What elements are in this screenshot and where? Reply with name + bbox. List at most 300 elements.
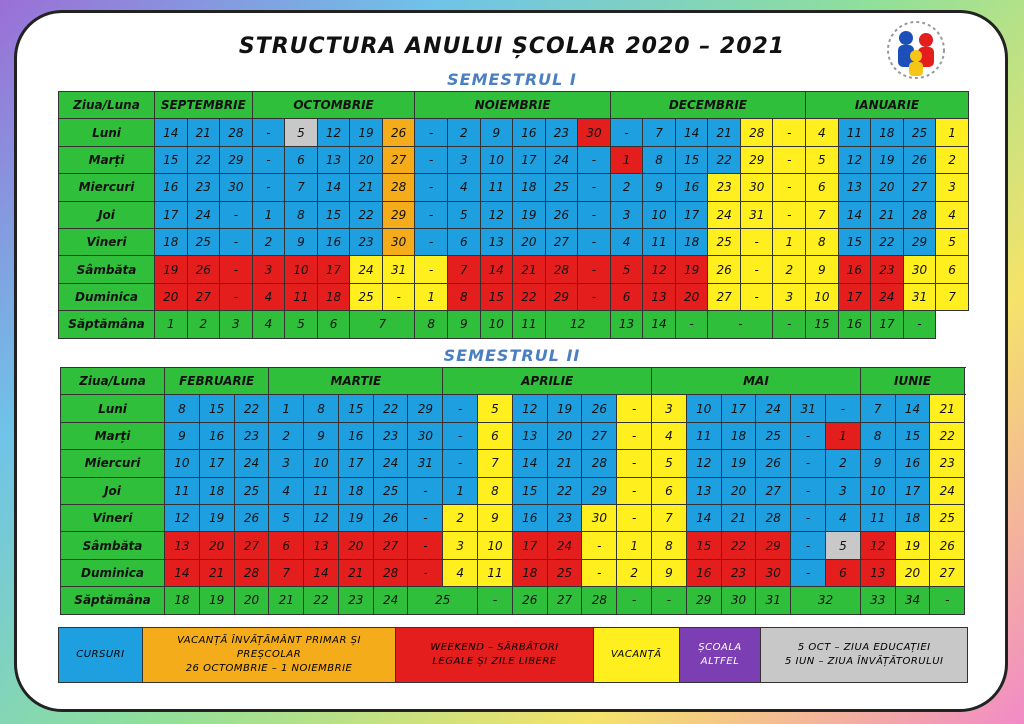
- date-cell: 10: [304, 450, 339, 477]
- day-label: Vineri: [59, 228, 155, 255]
- week-number: 13: [610, 311, 643, 338]
- date-cell: 17: [895, 477, 930, 504]
- month-header-row: [59, 92, 969, 119]
- day-label: Duminica: [61, 559, 165, 586]
- date-cell: 26: [903, 146, 936, 173]
- date-cell: 24: [545, 146, 578, 173]
- date-cell: 12: [317, 119, 350, 146]
- date-cell: 19: [350, 119, 383, 146]
- date-cell: -: [415, 201, 448, 228]
- date-cell: 12: [686, 450, 721, 477]
- date-cell: 6: [610, 283, 643, 310]
- date-cell: 4: [447, 174, 480, 201]
- date-cell: 10: [806, 283, 839, 310]
- date-cell: -: [382, 283, 415, 310]
- date-cell: 16: [317, 228, 350, 255]
- date-cell: 23: [871, 256, 904, 283]
- date-cell: 4: [610, 228, 643, 255]
- date-cell: 22: [871, 228, 904, 255]
- legend-text: VACANȚĂ ÎNVĂȚĂMÂNT PRIMAR ȘI: [177, 635, 361, 646]
- date-cell: 13: [643, 283, 676, 310]
- legend-text: WEEKEND – SĂRBĂTORI: [430, 642, 559, 653]
- date-cell: 13: [686, 477, 721, 504]
- date-cell: 17: [512, 532, 547, 559]
- day-row: [59, 146, 969, 173]
- date-cell: 1: [825, 422, 860, 449]
- date-cell: -: [791, 422, 826, 449]
- date-cell: 7: [643, 119, 676, 146]
- date-cell: 24: [234, 450, 269, 477]
- date-cell: 2: [773, 256, 806, 283]
- week-number: -: [478, 587, 513, 614]
- week-number: 8: [415, 311, 448, 338]
- date-cell: -: [408, 477, 443, 504]
- date-cell: 15: [338, 395, 373, 422]
- legend-item: [143, 628, 396, 682]
- date-cell: 16: [199, 422, 234, 449]
- week-number: 19: [199, 587, 234, 614]
- date-cell: 14: [165, 559, 200, 586]
- date-cell: 17: [199, 450, 234, 477]
- date-cell: 17: [513, 146, 546, 173]
- date-cell: 26: [582, 395, 617, 422]
- date-cell: 9: [304, 422, 339, 449]
- date-cell: -: [252, 119, 285, 146]
- date-cell: 24: [373, 450, 408, 477]
- date-cell: 1: [617, 532, 652, 559]
- date-cell: 18: [871, 119, 904, 146]
- date-cell: 7: [652, 504, 687, 531]
- date-cell: 23: [350, 228, 383, 255]
- date-cell: 29: [545, 283, 578, 310]
- week-number: 26: [512, 587, 547, 614]
- week-label: Săptămâna: [61, 587, 165, 614]
- day-row: [59, 256, 969, 283]
- corner-label: Ziua/Luna: [59, 92, 155, 119]
- date-cell: 28: [740, 119, 773, 146]
- date-cell: -: [578, 201, 611, 228]
- legend-text: 26 OCTOMBRIE – 1 NOIEMBRIE: [185, 663, 353, 674]
- date-cell: 4: [269, 477, 304, 504]
- date-cell: 1: [773, 228, 806, 255]
- date-cell: 9: [478, 504, 513, 531]
- date-cell: 10: [285, 256, 318, 283]
- date-cell: -: [578, 228, 611, 255]
- date-cell: 16: [675, 174, 708, 201]
- week-number: 4: [252, 311, 285, 338]
- date-cell: 23: [187, 174, 220, 201]
- date-cell: 4: [806, 119, 839, 146]
- date-cell: 2: [610, 174, 643, 201]
- week-number: -: [708, 311, 773, 338]
- date-cell: 16: [512, 504, 547, 531]
- week-number: 32: [791, 587, 861, 614]
- date-cell: 2: [447, 119, 480, 146]
- date-cell: 8: [478, 477, 513, 504]
- date-cell: 25: [187, 228, 220, 255]
- date-cell: 16: [895, 450, 930, 477]
- date-cell: 21: [721, 504, 756, 531]
- page-title: STRUCTURA ANULUI ȘCOLAR 2020 – 2021: [238, 34, 786, 59]
- date-cell: 22: [708, 146, 741, 173]
- date-cell: -: [582, 532, 617, 559]
- date-cell: 7: [860, 395, 895, 422]
- date-cell: 5: [936, 228, 969, 255]
- date-cell: 12: [643, 256, 676, 283]
- date-cell: 30: [903, 256, 936, 283]
- date-cell: -: [773, 174, 806, 201]
- date-cell: 3: [252, 256, 285, 283]
- day-label: Miercuri: [61, 450, 165, 477]
- date-cell: 29: [382, 201, 415, 228]
- date-cell: 13: [317, 146, 350, 173]
- week-number: 31: [756, 587, 791, 614]
- date-cell: -: [773, 201, 806, 228]
- date-cell: 13: [838, 174, 871, 201]
- date-cell: 30: [582, 504, 617, 531]
- date-cell: 14: [317, 174, 350, 201]
- date-cell: 6: [269, 532, 304, 559]
- date-cell: 2: [252, 228, 285, 255]
- date-cell: 14: [675, 119, 708, 146]
- date-cell: 30: [578, 119, 611, 146]
- month-header: IANUARIE: [806, 92, 969, 119]
- date-cell: 16: [686, 559, 721, 586]
- week-number: 30: [721, 587, 756, 614]
- legend-item: [594, 628, 680, 682]
- date-cell: 1: [443, 477, 478, 504]
- date-cell: 26: [373, 504, 408, 531]
- date-cell: 5: [825, 532, 860, 559]
- date-cell: 19: [155, 256, 188, 283]
- date-cell: 17: [338, 450, 373, 477]
- week-row: [59, 311, 969, 338]
- day-row: [59, 228, 969, 255]
- date-cell: 30: [382, 228, 415, 255]
- date-cell: -: [617, 395, 652, 422]
- date-cell: 11: [686, 422, 721, 449]
- date-cell: 19: [199, 504, 234, 531]
- legend-item: [680, 628, 762, 682]
- day-label: Miercuri: [59, 174, 155, 201]
- semester-1-table: [58, 91, 969, 339]
- date-cell: 8: [285, 201, 318, 228]
- date-cell: 6: [285, 146, 318, 173]
- date-cell: 30: [220, 174, 253, 201]
- date-cell: -: [791, 559, 826, 586]
- date-cell: 5: [610, 256, 643, 283]
- date-cell: -: [617, 477, 652, 504]
- date-cell: 31: [408, 450, 443, 477]
- date-cell: 26: [187, 256, 220, 283]
- date-cell: 16: [155, 174, 188, 201]
- date-cell: 20: [895, 559, 930, 586]
- day-label: Sâmbăta: [59, 256, 155, 283]
- date-cell: 22: [547, 477, 582, 504]
- date-cell: 24: [187, 201, 220, 228]
- date-cell: 6: [936, 256, 969, 283]
- date-cell: 29: [408, 395, 443, 422]
- day-row: [61, 532, 965, 559]
- date-cell: 1: [610, 146, 643, 173]
- day-row: [61, 477, 965, 504]
- date-cell: 3: [447, 146, 480, 173]
- date-cell: 14: [480, 256, 513, 283]
- date-cell: -: [220, 201, 253, 228]
- date-cell: 11: [304, 477, 339, 504]
- date-cell: 27: [930, 559, 965, 586]
- date-cell: 30: [756, 559, 791, 586]
- date-cell: 2: [443, 504, 478, 531]
- date-cell: 9: [806, 256, 839, 283]
- date-cell: 28: [582, 450, 617, 477]
- date-cell: 31: [382, 256, 415, 283]
- date-cell: 28: [903, 201, 936, 228]
- date-cell: 30: [740, 174, 773, 201]
- date-cell: 26: [708, 256, 741, 283]
- date-cell: 14: [304, 559, 339, 586]
- week-number: -: [652, 587, 687, 614]
- date-cell: 21: [338, 559, 373, 586]
- date-cell: 14: [895, 395, 930, 422]
- date-cell: 3: [443, 532, 478, 559]
- week-number: 5: [285, 311, 318, 338]
- date-cell: 28: [756, 504, 791, 531]
- day-label: Marți: [61, 422, 165, 449]
- date-cell: 31: [903, 283, 936, 310]
- date-cell: 8: [860, 422, 895, 449]
- date-cell: 3: [773, 283, 806, 310]
- week-number: -: [773, 311, 806, 338]
- date-cell: 25: [756, 422, 791, 449]
- date-cell: -: [443, 450, 478, 477]
- day-row: [59, 201, 969, 228]
- date-cell: -: [578, 174, 611, 201]
- month-header: MAI: [652, 368, 861, 395]
- date-cell: 23: [373, 422, 408, 449]
- date-cell: -: [578, 283, 611, 310]
- date-cell: 29: [903, 228, 936, 255]
- week-number: 25: [408, 587, 478, 614]
- date-cell: 19: [547, 395, 582, 422]
- date-cell: 18: [317, 283, 350, 310]
- date-cell: 4: [825, 504, 860, 531]
- date-cell: 7: [478, 450, 513, 477]
- date-cell: 21: [513, 256, 546, 283]
- date-cell: 24: [708, 201, 741, 228]
- week-number: 16: [838, 311, 871, 338]
- date-cell: 15: [199, 395, 234, 422]
- legend-text: VACANȚĂ: [610, 649, 662, 660]
- date-cell: 8: [806, 228, 839, 255]
- week-number: 29: [686, 587, 721, 614]
- date-cell: 6: [825, 559, 860, 586]
- date-cell: 9: [860, 450, 895, 477]
- date-cell: 6: [447, 228, 480, 255]
- date-cell: 28: [220, 119, 253, 146]
- day-label: Luni: [61, 395, 165, 422]
- week-number: 27: [547, 587, 582, 614]
- date-cell: 13: [165, 532, 200, 559]
- date-cell: 25: [234, 477, 269, 504]
- date-cell: 19: [675, 256, 708, 283]
- date-cell: 15: [155, 146, 188, 173]
- date-cell: 7: [269, 559, 304, 586]
- date-cell: 20: [155, 283, 188, 310]
- date-cell: 27: [382, 146, 415, 173]
- week-number: 12: [545, 311, 610, 338]
- date-cell: 10: [165, 450, 200, 477]
- date-cell: 27: [582, 422, 617, 449]
- date-cell: 11: [285, 283, 318, 310]
- date-cell: 10: [860, 477, 895, 504]
- date-cell: -: [220, 283, 253, 310]
- date-cell: 10: [478, 532, 513, 559]
- date-cell: 14: [838, 201, 871, 228]
- date-cell: 20: [513, 228, 546, 255]
- week-number: -: [675, 311, 708, 338]
- date-cell: 27: [234, 532, 269, 559]
- day-row: [59, 174, 969, 201]
- date-cell: 19: [895, 532, 930, 559]
- date-cell: -: [740, 228, 773, 255]
- date-cell: 23: [930, 450, 965, 477]
- date-cell: -: [617, 504, 652, 531]
- month-header-row: [61, 368, 965, 395]
- date-cell: 28: [382, 174, 415, 201]
- date-cell: 16: [338, 422, 373, 449]
- date-cell: 5: [478, 395, 513, 422]
- date-cell: 27: [903, 174, 936, 201]
- day-label: Joi: [59, 201, 155, 228]
- day-row: [59, 119, 969, 146]
- date-cell: 23: [234, 422, 269, 449]
- date-cell: 17: [155, 201, 188, 228]
- date-cell: -: [740, 283, 773, 310]
- date-cell: 1: [415, 283, 448, 310]
- date-cell: 20: [350, 146, 383, 173]
- date-cell: -: [617, 422, 652, 449]
- date-cell: 14: [155, 119, 188, 146]
- date-cell: 10: [686, 395, 721, 422]
- date-cell: -: [791, 532, 826, 559]
- date-cell: 22: [721, 532, 756, 559]
- week-number: 10: [480, 311, 513, 338]
- date-cell: 1: [936, 119, 969, 146]
- week-number: 24: [373, 587, 408, 614]
- week-number: -: [617, 587, 652, 614]
- date-cell: 27: [545, 228, 578, 255]
- date-cell: -: [220, 256, 253, 283]
- date-cell: 20: [721, 477, 756, 504]
- date-cell: 6: [652, 477, 687, 504]
- week-number: 3: [220, 311, 253, 338]
- date-cell: 26: [382, 119, 415, 146]
- month-header: DECEMBRIE: [610, 92, 805, 119]
- date-cell: 19: [513, 201, 546, 228]
- date-cell: 26: [930, 532, 965, 559]
- date-cell: 7: [936, 283, 969, 310]
- date-cell: 3: [652, 395, 687, 422]
- date-cell: 18: [199, 477, 234, 504]
- week-number: 7: [350, 311, 415, 338]
- date-cell: 13: [512, 422, 547, 449]
- date-cell: 9: [480, 119, 513, 146]
- date-cell: 7: [806, 201, 839, 228]
- date-cell: 25: [708, 228, 741, 255]
- date-cell: 4: [252, 283, 285, 310]
- date-cell: 21: [199, 559, 234, 586]
- date-cell: 2: [936, 146, 969, 173]
- date-cell: 18: [675, 228, 708, 255]
- date-cell: 26: [545, 201, 578, 228]
- date-cell: 26: [234, 504, 269, 531]
- legend-text: 5 OCT – ZIUA EDUCAȚIEI: [797, 642, 931, 653]
- week-number: 34: [895, 587, 930, 614]
- week-number: 20: [234, 587, 269, 614]
- date-cell: 3: [825, 477, 860, 504]
- date-cell: -: [220, 228, 253, 255]
- month-header: SEPTEMBRIE: [155, 92, 253, 119]
- date-cell: 11: [643, 228, 676, 255]
- date-cell: 7: [447, 256, 480, 283]
- date-cell: 5: [652, 450, 687, 477]
- date-cell: 26: [756, 450, 791, 477]
- legend-item: [59, 628, 143, 682]
- date-cell: -: [578, 256, 611, 283]
- date-cell: -: [791, 477, 826, 504]
- date-cell: 22: [350, 201, 383, 228]
- date-cell: 18: [895, 504, 930, 531]
- date-cell: 3: [936, 174, 969, 201]
- date-cell: 21: [187, 119, 220, 146]
- date-cell: -: [415, 119, 448, 146]
- legend-text: ALTFEL: [700, 656, 740, 667]
- date-cell: 9: [643, 174, 676, 201]
- date-cell: 25: [547, 559, 582, 586]
- date-cell: -: [578, 146, 611, 173]
- date-cell: 12: [165, 504, 200, 531]
- date-cell: 20: [675, 283, 708, 310]
- day-label: Duminica: [59, 283, 155, 310]
- date-cell: 27: [187, 283, 220, 310]
- date-cell: 13: [860, 559, 895, 586]
- week-number: -: [903, 311, 936, 338]
- week-row: [61, 587, 965, 614]
- week-number: 18: [165, 587, 200, 614]
- date-cell: 27: [708, 283, 741, 310]
- day-label: Sâmbăta: [61, 532, 165, 559]
- date-cell: 21: [547, 450, 582, 477]
- date-cell: 4: [936, 201, 969, 228]
- date-cell: 17: [317, 256, 350, 283]
- date-cell: 22: [513, 283, 546, 310]
- date-cell: 29: [220, 146, 253, 173]
- date-cell: 12: [512, 395, 547, 422]
- date-cell: 18: [338, 477, 373, 504]
- week-number: 21: [269, 587, 304, 614]
- date-cell: -: [825, 395, 860, 422]
- date-cell: -: [415, 228, 448, 255]
- date-cell: 17: [838, 283, 871, 310]
- date-cell: 12: [480, 201, 513, 228]
- date-cell: -: [582, 559, 617, 586]
- date-cell: 27: [756, 477, 791, 504]
- month-header: OCTOMBRIE: [252, 92, 415, 119]
- date-cell: 17: [675, 201, 708, 228]
- day-row: [61, 559, 965, 586]
- week-number: 6: [317, 311, 350, 338]
